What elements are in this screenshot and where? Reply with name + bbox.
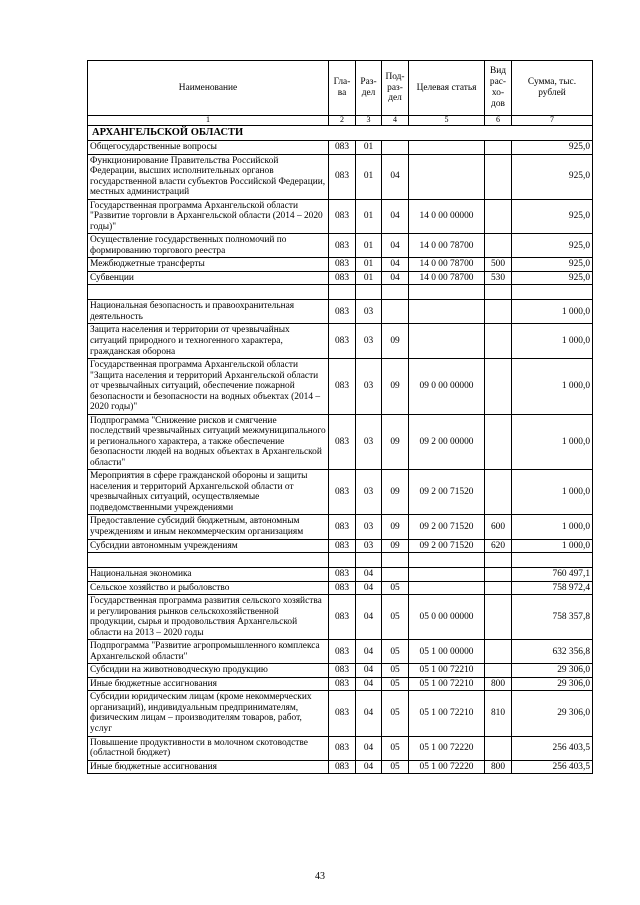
- row-chapter: 083: [329, 324, 356, 359]
- row-expense-type: [485, 595, 512, 640]
- row-chapter: 083: [329, 414, 356, 470]
- row-chapter: 083: [329, 199, 356, 234]
- row-section: 04: [356, 664, 382, 678]
- row-sum: 29 306,0: [512, 677, 593, 691]
- empty-cell: [329, 553, 356, 568]
- row-expense-type: [485, 640, 512, 664]
- row-subsection: 05: [382, 736, 409, 760]
- row-name: Подпрограмма "Развитие агропромышленного комплекса Архангельской области": [88, 640, 329, 664]
- table-row: [88, 199, 593, 234]
- table-row: [88, 581, 593, 595]
- empty-cell: [382, 553, 409, 568]
- row-name: Субсидии на животноводческую продукцию: [88, 664, 329, 678]
- row-subsection: 09: [382, 539, 409, 553]
- budget-table: [87, 60, 593, 774]
- row-subsection: 04: [382, 258, 409, 272]
- page-number: 43: [315, 871, 325, 882]
- col-number: 2: [329, 116, 356, 126]
- row-sum: 758 972,4: [512, 581, 593, 595]
- section-title: АРХАНГЕЛЬСКОЙ ОБЛАСТИ: [88, 126, 593, 141]
- row-sum: 758 357,8: [512, 595, 593, 640]
- table-row: [88, 414, 593, 470]
- row-subsection: [382, 300, 409, 324]
- row-expense-type: 800: [485, 760, 512, 774]
- row-subsection: 05: [382, 760, 409, 774]
- row-sum: 925,0: [512, 141, 593, 155]
- row-section: 01: [356, 234, 382, 258]
- empty-cell: [356, 285, 382, 300]
- row-name: Функционирование Правительства Российской Федерации, высших исполнительных органов государственной власти субъектов Российской Федерации, местных администраций: [88, 154, 329, 199]
- table-row: [88, 677, 593, 691]
- row-name: Предоставление субсидий бюджетным, автономным учреждениям и иным некоммерческим организациям: [88, 515, 329, 539]
- row-subsection: 04: [382, 154, 409, 199]
- row-section: 04: [356, 760, 382, 774]
- row-expense-type: 530: [485, 271, 512, 285]
- row-section: 01: [356, 271, 382, 285]
- row-target: 05 1 00 72220: [409, 736, 485, 760]
- column-number-row: [88, 116, 593, 126]
- empty-cell: [382, 285, 409, 300]
- row-name: Осуществление государственных полномочий по формированию торгового реестра: [88, 234, 329, 258]
- row-name: Субсидии автономным учреждениям: [88, 539, 329, 553]
- header-chapter: Гла-ва: [329, 61, 356, 116]
- row-name: Субвенции: [88, 271, 329, 285]
- row-subsection: [382, 141, 409, 155]
- empty-cell: [512, 285, 593, 300]
- header-row: [88, 61, 593, 116]
- row-chapter: 083: [329, 258, 356, 272]
- row-chapter: 083: [329, 141, 356, 155]
- row-name: Государственная программа Архангельской области "Защита населения и территорий Архангельской области от чрезвычайных ситуаций, обеспечение пожарной безопасности и безопасности на водных объектах (2014 – 2020 годы)": [88, 359, 329, 415]
- row-sum: 1 000,0: [512, 414, 593, 470]
- row-chapter: 083: [329, 515, 356, 539]
- row-chapter: 083: [329, 539, 356, 553]
- empty-cell: [485, 285, 512, 300]
- row-section: 01: [356, 141, 382, 155]
- header-subsection: Под-раз-дел: [382, 61, 409, 116]
- col-number: 3: [356, 116, 382, 126]
- header-sum: Сумма, тыс. рублей: [512, 61, 593, 116]
- row-sum: 1 000,0: [512, 300, 593, 324]
- row-section: 03: [356, 539, 382, 553]
- row-chapter: 083: [329, 664, 356, 678]
- row-chapter: 083: [329, 359, 356, 415]
- row-expense-type: [485, 359, 512, 415]
- table-row: [88, 258, 593, 272]
- row-target: 09 2 00 71520: [409, 470, 485, 515]
- row-name: Иные бюджетные ассигнования: [88, 760, 329, 774]
- row-sum: 29 306,0: [512, 691, 593, 736]
- row-expense-type: [485, 581, 512, 595]
- row-chapter: 083: [329, 154, 356, 199]
- row-target: [409, 324, 485, 359]
- row-name: Повышение продуктивности в молочном скотоводстве (областной бюджет): [88, 736, 329, 760]
- col-number: 7: [512, 116, 593, 126]
- empty-cell: [409, 285, 485, 300]
- section-title-row: [88, 126, 593, 141]
- row-target: 09 0 00 00000: [409, 359, 485, 415]
- row-expense-type: [485, 414, 512, 470]
- empty-cell: [512, 553, 593, 568]
- row-sum: 925,0: [512, 258, 593, 272]
- spacer-row: [88, 285, 593, 300]
- row-target: 05 1 00 72210: [409, 677, 485, 691]
- row-name: Мероприятия в сфере гражданской обороны и защиты населения и территорий Архангельской области от чрезвычайных ситуаций, осуществляемые подведомственными учреждениями: [88, 470, 329, 515]
- row-target: 05 1 00 72210: [409, 691, 485, 736]
- row-sum: 1 000,0: [512, 324, 593, 359]
- row-expense-type: [485, 300, 512, 324]
- row-section: 01: [356, 154, 382, 199]
- table-row: [88, 234, 593, 258]
- empty-cell: [485, 553, 512, 568]
- row-expense-type: [485, 324, 512, 359]
- row-target: 05 0 00 00000: [409, 595, 485, 640]
- row-expense-type: [485, 199, 512, 234]
- row-section: 04: [356, 568, 382, 582]
- row-name: Сельское хозяйство и рыболовство: [88, 581, 329, 595]
- row-expense-type: 810: [485, 691, 512, 736]
- row-subsection: 05: [382, 664, 409, 678]
- row-sum: 925,0: [512, 234, 593, 258]
- row-sum: 1 000,0: [512, 470, 593, 515]
- row-subsection: 09: [382, 470, 409, 515]
- col-number: 4: [382, 116, 409, 126]
- row-name: Общегосударственные вопросы: [88, 141, 329, 155]
- table-row: [88, 300, 593, 324]
- row-subsection: 09: [382, 414, 409, 470]
- table-row: [88, 141, 593, 155]
- row-target: 09 2 00 71520: [409, 539, 485, 553]
- row-section: 04: [356, 691, 382, 736]
- row-subsection: 05: [382, 677, 409, 691]
- row-expense-type: [485, 736, 512, 760]
- table-row: [88, 691, 593, 736]
- row-sum: 256 403,5: [512, 736, 593, 760]
- row-name: Подпрограмма "Снижение рисков и смягчение последствий чрезвычайных ситуаций межмуниципального и регионального характера, а также обеспечение безопасности людей на водных объектах в Архангельской области": [88, 414, 329, 470]
- row-name: Государственная программа Архангельской области "Развитие торговли в Архангельской области (2014 – 2020 годы)": [88, 199, 329, 234]
- row-sum: 925,0: [512, 271, 593, 285]
- row-expense-type: 500: [485, 258, 512, 272]
- row-section: 04: [356, 640, 382, 664]
- row-name: Субсидии юридическим лицам (кроме некоммерческих организаций), индивидуальным предпринимателям, физическим лицам – производителям товаров, работ, услуг: [88, 691, 329, 736]
- row-section: 01: [356, 199, 382, 234]
- row-target: [409, 568, 485, 582]
- row-target: 14 0 00 00000: [409, 199, 485, 234]
- table-row: [88, 736, 593, 760]
- header-section: Раз-дел: [356, 61, 382, 116]
- empty-cell: [356, 553, 382, 568]
- row-subsection: 05: [382, 691, 409, 736]
- row-expense-type: [485, 154, 512, 199]
- row-expense-type: [485, 568, 512, 582]
- row-name: Иные бюджетные ассигнования: [88, 677, 329, 691]
- row-subsection: 09: [382, 324, 409, 359]
- row-chapter: 083: [329, 581, 356, 595]
- row-subsection: 09: [382, 359, 409, 415]
- row-expense-type: 800: [485, 677, 512, 691]
- row-name: Защита населения и территории от чрезвычайных ситуаций природного и техногенного характера, гражданская оборона: [88, 324, 329, 359]
- row-subsection: [382, 568, 409, 582]
- row-target: 14 0 00 78700: [409, 258, 485, 272]
- row-sum: 29 306,0: [512, 664, 593, 678]
- empty-cell: [88, 553, 329, 568]
- row-name: Межбюджетные трансферты: [88, 258, 329, 272]
- row-expense-type: [485, 470, 512, 515]
- row-chapter: 083: [329, 300, 356, 324]
- row-target: [409, 581, 485, 595]
- row-subsection: 04: [382, 199, 409, 234]
- row-sum: 1 000,0: [512, 359, 593, 415]
- row-sum: 1 000,0: [512, 515, 593, 539]
- row-target: 09 2 00 71520: [409, 515, 485, 539]
- row-section: 03: [356, 359, 382, 415]
- row-section: 04: [356, 595, 382, 640]
- row-target: 14 0 00 78700: [409, 234, 485, 258]
- row-subsection: 05: [382, 581, 409, 595]
- row-subsection: 05: [382, 640, 409, 664]
- row-expense-type: 600: [485, 515, 512, 539]
- row-subsection: 09: [382, 515, 409, 539]
- header-target: Целевая статья: [409, 61, 485, 116]
- row-section: 03: [356, 300, 382, 324]
- table-row: [88, 539, 593, 553]
- empty-cell: [409, 553, 485, 568]
- row-chapter: 083: [329, 760, 356, 774]
- row-target: 05 1 00 00000: [409, 640, 485, 664]
- row-section: 03: [356, 515, 382, 539]
- table-row: [88, 515, 593, 539]
- table-row: [88, 271, 593, 285]
- row-section: 03: [356, 324, 382, 359]
- table-row: [88, 359, 593, 415]
- row-section: 04: [356, 677, 382, 691]
- row-name: Государственная программа развития сельского хозяйства и регулирования рынков сельскохозяйственной продукции, сырья и продовольствия Архангельской области на 2013 – 2020 годы: [88, 595, 329, 640]
- table-row: [88, 595, 593, 640]
- row-chapter: 083: [329, 234, 356, 258]
- table-row: [88, 664, 593, 678]
- row-chapter: 083: [329, 470, 356, 515]
- row-chapter: 083: [329, 691, 356, 736]
- row-sum: 1 000,0: [512, 539, 593, 553]
- header-expense-type: Вид рас-хо-дов: [485, 61, 512, 116]
- row-subsection: 04: [382, 234, 409, 258]
- row-section: 01: [356, 258, 382, 272]
- row-target: 05 1 00 72210: [409, 664, 485, 678]
- row-expense-type: [485, 664, 512, 678]
- table-row: [88, 568, 593, 582]
- col-number: 5: [409, 116, 485, 126]
- row-target: 05 1 00 72220: [409, 760, 485, 774]
- spacer-row: [88, 553, 593, 568]
- row-sum: 760 497,1: [512, 568, 593, 582]
- table-row: [88, 470, 593, 515]
- row-expense-type: [485, 234, 512, 258]
- row-section: 03: [356, 470, 382, 515]
- row-section: 03: [356, 414, 382, 470]
- empty-cell: [88, 285, 329, 300]
- row-name: Национальная экономика: [88, 568, 329, 582]
- row-sum: 925,0: [512, 199, 593, 234]
- row-sum: 256 403,5: [512, 760, 593, 774]
- table-row: [88, 760, 593, 774]
- row-expense-type: [485, 141, 512, 155]
- row-target: [409, 154, 485, 199]
- row-name: Национальная безопасность и правоохранительная деятельность: [88, 300, 329, 324]
- row-expense-type: 620: [485, 539, 512, 553]
- table-row: [88, 324, 593, 359]
- row-target: 09 2 00 00000: [409, 414, 485, 470]
- row-chapter: 083: [329, 677, 356, 691]
- row-section: 04: [356, 736, 382, 760]
- empty-cell: [329, 285, 356, 300]
- table-row: [88, 640, 593, 664]
- table-row: [88, 154, 593, 199]
- row-subsection: 04: [382, 271, 409, 285]
- row-target: 14 0 00 78700: [409, 271, 485, 285]
- row-sum: 632 356,8: [512, 640, 593, 664]
- row-chapter: 083: [329, 595, 356, 640]
- row-chapter: 083: [329, 640, 356, 664]
- row-target: [409, 300, 485, 324]
- row-section: 04: [356, 581, 382, 595]
- row-subsection: 05: [382, 595, 409, 640]
- header-name: Наименование: [88, 61, 329, 116]
- col-number: 6: [485, 116, 512, 126]
- row-target: [409, 141, 485, 155]
- row-chapter: 083: [329, 568, 356, 582]
- row-chapter: 083: [329, 271, 356, 285]
- row-sum: 925,0: [512, 154, 593, 199]
- row-chapter: 083: [329, 736, 356, 760]
- col-number: 1: [88, 116, 329, 126]
